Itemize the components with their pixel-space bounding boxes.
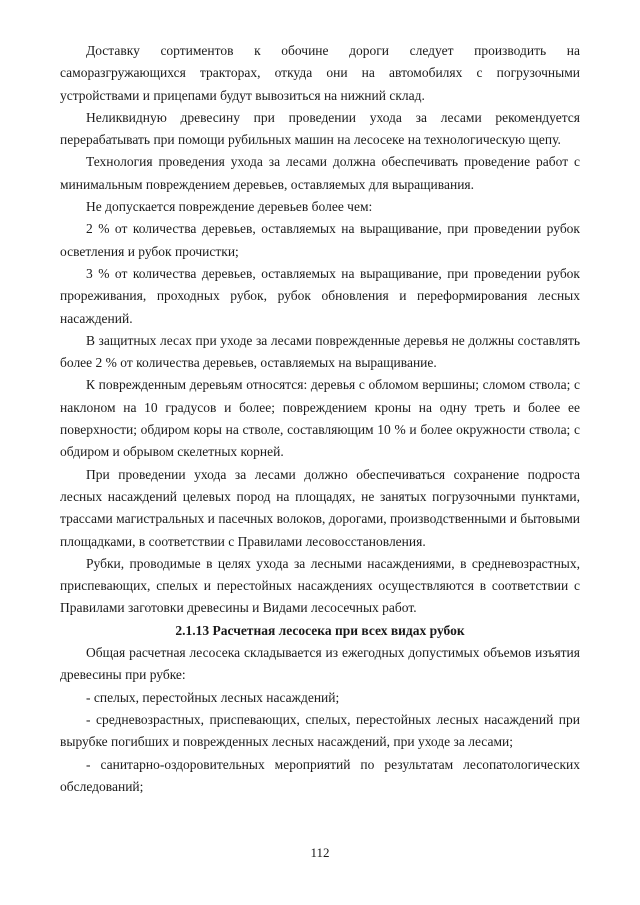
paragraph: Рубки, проводимые в целях ухода за лесными насаждениями, в средневозрастных, приспевающих, спелых и перестойных насаждениях осуществляются в соответствии с Правилами заготовки древесины и Видами лесосечных работ.	[60, 555, 580, 616]
paragraph: Технология проведения ухода за лесами должна обеспечивать проведение работ с минимальным повреждением деревьев, оставляемых для выращивания.	[60, 154, 580, 192]
paragraph: 3 % от количества деревьев, оставляемых на выращивание, при проведении рубок прореживания, проходных рубок, рубок обновления и переформирования лесных насаждений.	[60, 265, 580, 326]
paragraph: 2 % от количества деревьев, оставляемых на выращивание, при проведении рубок осветления и рубок прочистки;	[60, 221, 580, 259]
paragraph: Общая расчетная лесосека складывается из ежегодных допустимых объемов изъятия древесины при рубке:	[60, 645, 580, 683]
page-number: 112	[310, 845, 330, 860]
section-heading: 2.1.13 Расчетная лесосека при всех видах рубок	[175, 622, 465, 638]
list-item: - санитарно-оздоровительных мероприятий по результатам лесопатологических обследований;	[60, 756, 580, 794]
paragraph: К поврежденным деревьям относятся: деревья с обломом вершины; сломом ствола; с наклоном на 10 градусов и более; повреждением кроны на одну треть и более ее поверхности; обдиром коры на стволе, составляющим 10 % и более окружности ствола; с обдиром и обрывом скелетных корней.	[60, 377, 580, 460]
paragraph: Доставку сортиментов к обочине дороги следует производить на саморазгружающихся тракторах, откуда они на автомобилях с погрузочными устройствами и прицепами будут вывозиться на нижний склад.	[60, 43, 580, 103]
paragraph: В защитных лесах при уходе за лесами поврежденные деревья не должны составлять более 2 % от количества деревьев, оставляемых на выращивание.	[60, 332, 580, 371]
document-page	[60, 40, 580, 798]
paragraph: Не допускается повреждение деревьев более чем:	[86, 199, 373, 215]
list-item: - спелых, перестойных лесных насаждений;	[86, 689, 340, 705]
paragraph: При проведении ухода за лесами должно обеспечиваться сохранение подроста лесных насаждений целевых пород на площадях, не занятых погрузочными пунктами, трассами магистральных и пасечных волоков, дорогами, производственными и бытовыми площадками, в соответствии с Правилами лесовосстановления.	[60, 466, 580, 549]
list-item: - средневозрастных, приспевающих, спелых, перестойных лесных насаждений при вырубке погибших и поврежденных лесных насаждений, при уходе за лесами;	[60, 711, 580, 750]
paragraph: Неликвидную древесину при проведении ухода за лесами рекомендуется перерабатывать при помощи рубильных машин на лесосеке на технологическую щепу.	[60, 109, 580, 148]
